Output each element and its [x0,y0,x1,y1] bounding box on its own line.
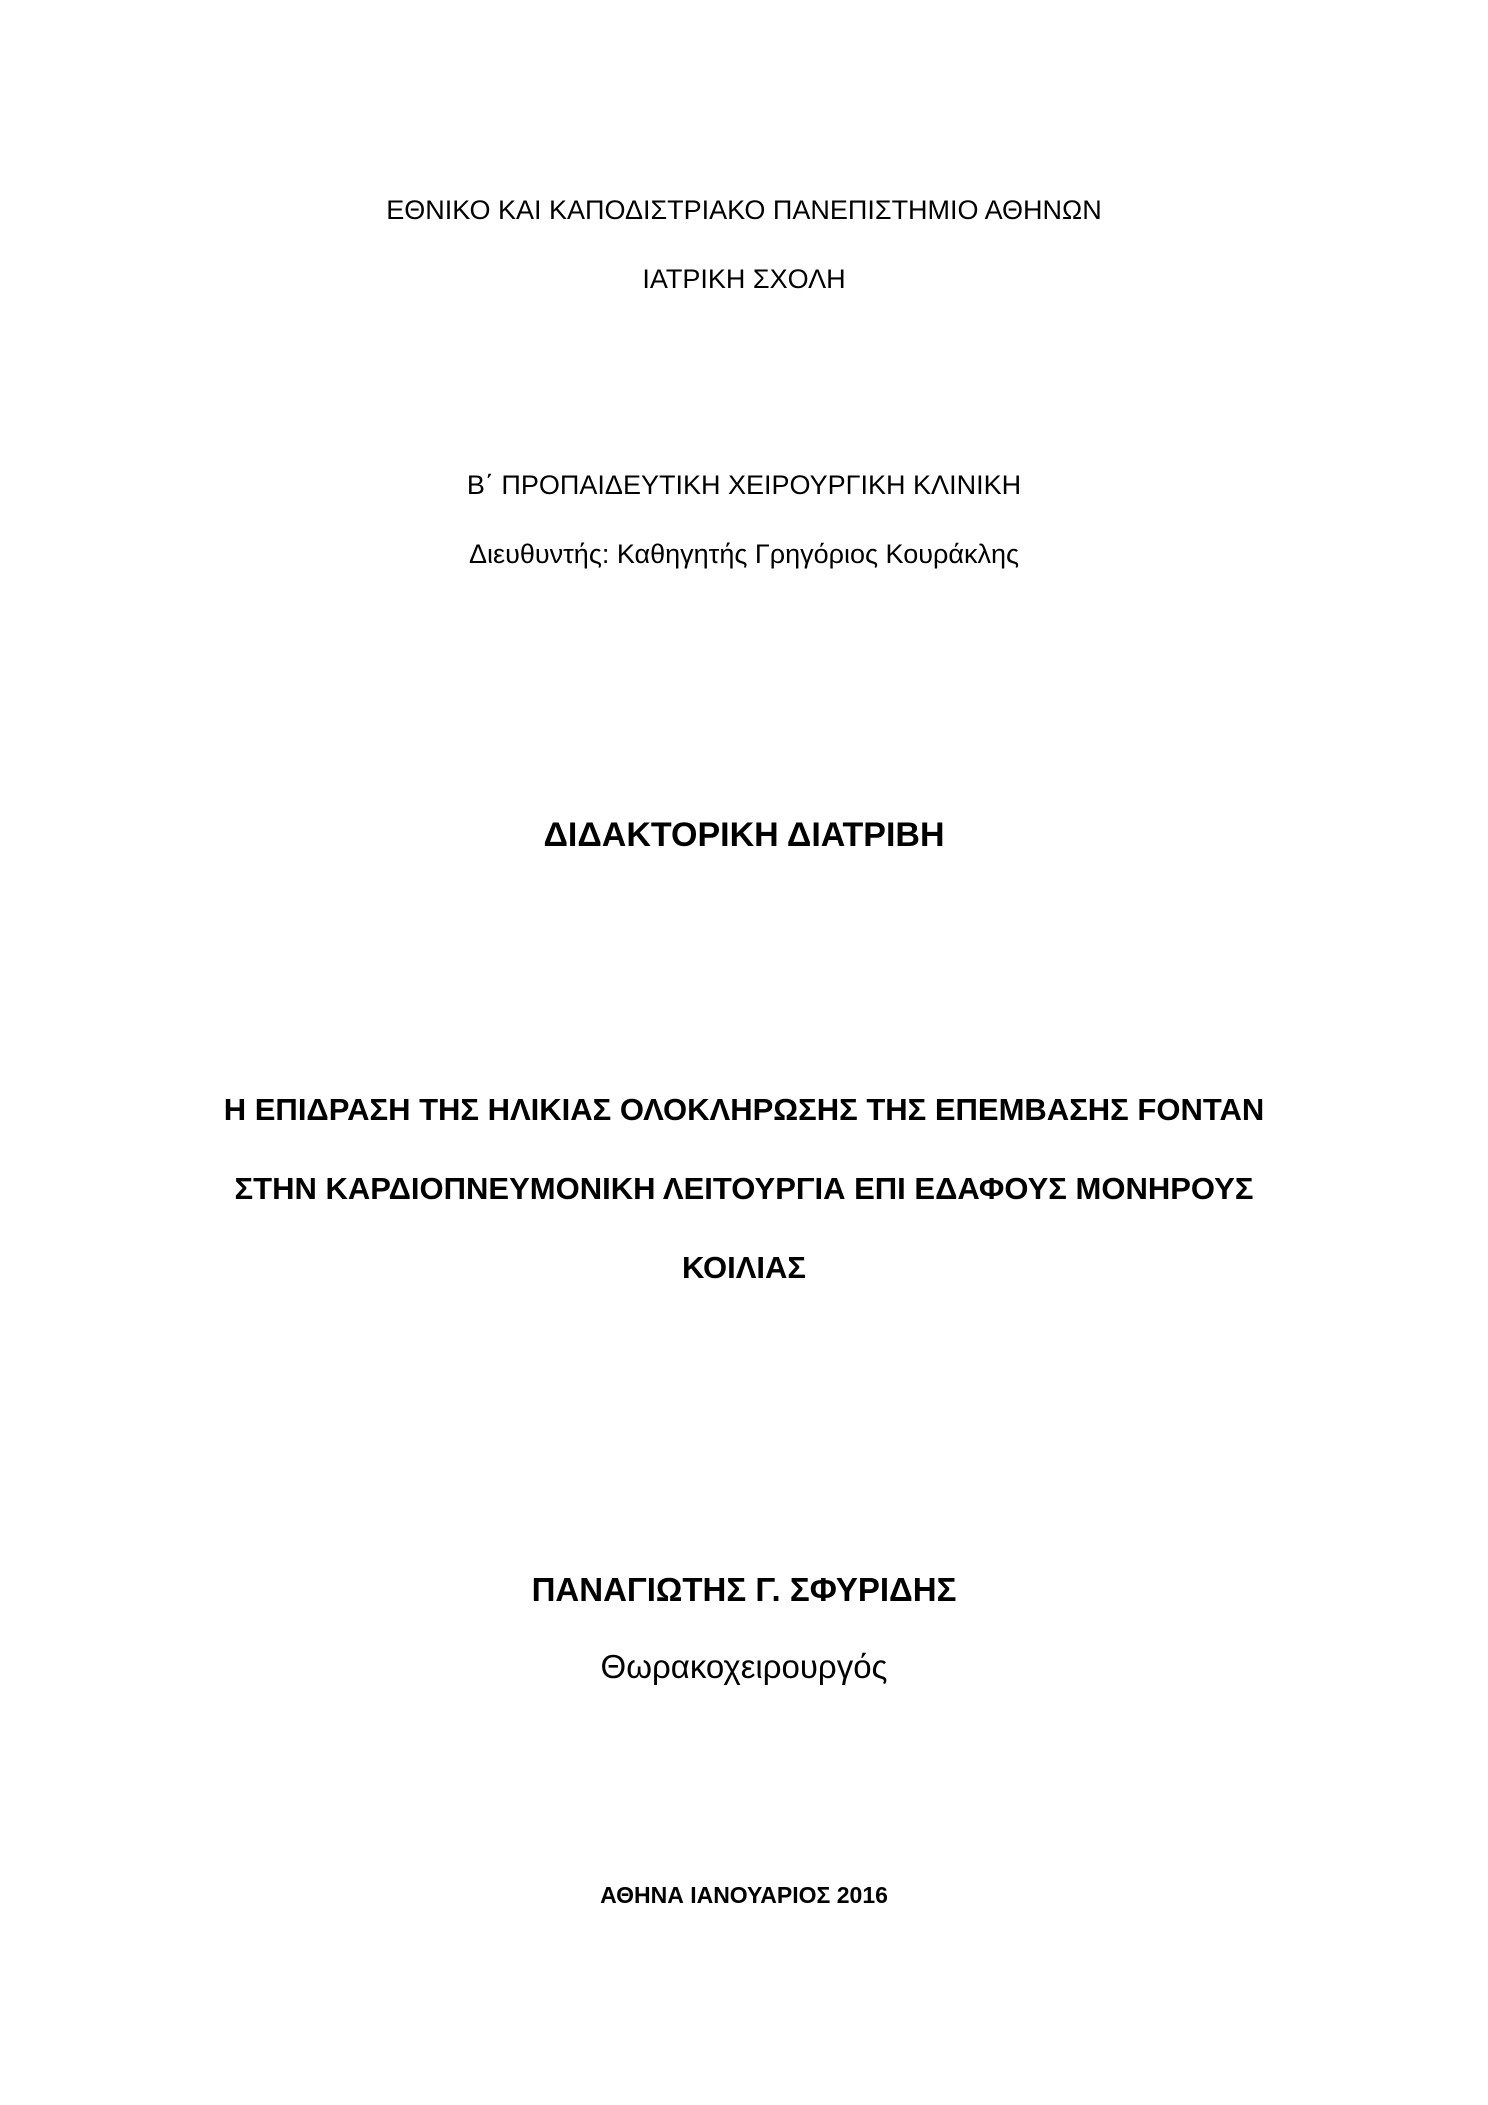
author-profession: Θωρακοχειρουργός [600,1648,888,1685]
clinic-name: Β΄ ΠΡΟΠΑΙΔΕΥΤΙΚΗ ΧΕΙΡΟΥΡΓΙΚΗ ΚΛΙΝΙΚΗ [466,470,1022,500]
university-name: ΕΘΝΙΚΟ ΚΑΙ ΚΑΠΟΔΙΣΤΡΙΑΚΟ ΠΑΝΕΠΙΣΤΗΜΙΟ ΑΘΗΝΩΝ [386,195,1102,225]
clinic-director: Διευθυντής: Καθηγητής Γρηγόριος Κουράκλης [469,539,1019,569]
thesis-title-line: ΚΟΙΛΙΑΣ [682,1250,806,1285]
place-and-date: ΑΘΗΝΑ ΙΑΝΟΥΑΡΙΟΣ 2016 [600,1882,888,1908]
thesis-title-line: Η ΕΠΙΔΡΑΣΗ ΤΗΣ ΗΛΙΚΙΑΣ ΟΛΟΚΛΗΡΩΣΗΣ ΤΗΣ ΕΠΕΜΒΑΣΗΣ FONTAN [223,1092,1265,1127]
thesis-title-line: ΣΤΗΝ ΚΑΡΔΙΟΠΝΕΥΜΟΝΙΚΗ ΛΕΙΤΟΥΡΓΙΑ ΕΠΙ ΕΔΑΦΟΥΣ ΜΟΝΗΡΟΥΣ [234,1171,1254,1206]
document-type-heading: ΔΙΔΑΚΤΟΡΙΚΗ ΔΙΑΤΡΙΒΗ [543,816,945,854]
school-name: ΙΑΤΡΙΚΗ ΣΧΟΛΗ [642,264,846,294]
author-name: ΠΑΝΑΓΙΩΤΗΣ Γ. ΣΦΥΡΙΔΗΣ [531,1571,957,1608]
